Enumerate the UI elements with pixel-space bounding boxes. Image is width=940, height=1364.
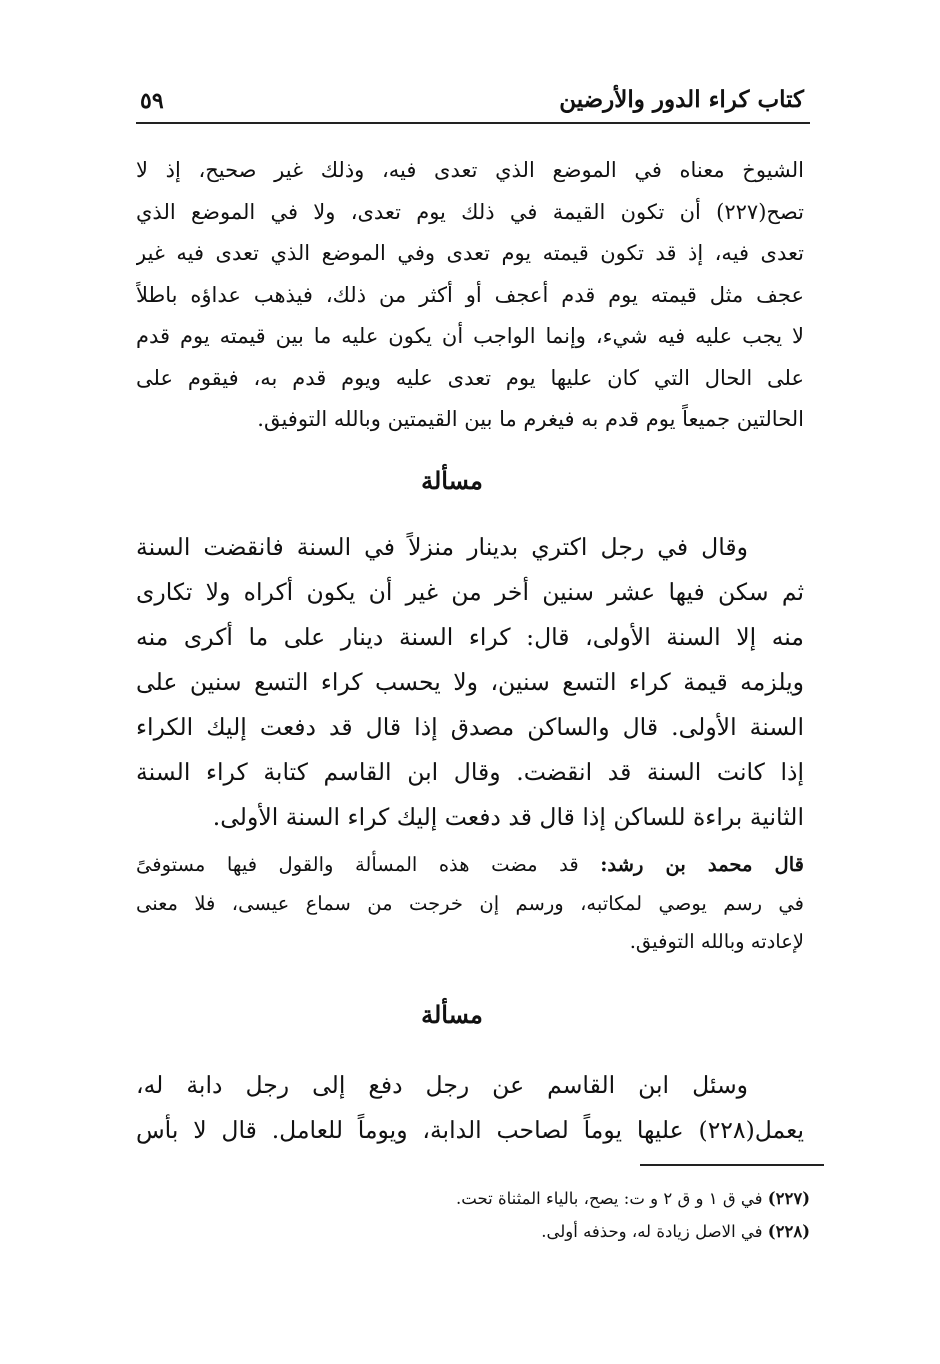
text-line: ويلزمه قيمة كراء التسع سنين، ولا يحسب كراء التسع سنين على (136, 668, 804, 696)
page-number: ٥٩ (140, 88, 164, 114)
footnote-number: (٢٢٨) (767, 1222, 810, 1241)
footnote (300, 1215, 810, 1248)
text-line: ثم سكن فيها عشر سنين أخر من غير أن يكون أكراه ولا تكارى (136, 578, 804, 606)
text-line: يعمل(٢٢٨) عليها يوماً لصاحب الدابة، ويوماً للعامل. قال لا بأس (136, 1116, 804, 1144)
text-line: تعدى فيه، إذ قد تكون قيمته يوم تعدى وفي الموضع الذي تعدى فيه غير (136, 241, 804, 265)
section-heading: مسألة (421, 1000, 483, 1029)
text-line: على الحال التي كان عليها يوم تعدى عليه ويوم قدم به، فيقوم على (136, 365, 804, 390)
text-line: لا يجب عليه فيه شيء، وإنما الواجب أن يكون عليه ما بين قيمته يوم قدم (136, 324, 804, 348)
text-line: إذا كانت السنة قد انقضت. وقال ابن القاسم كتابة كراء السنة (136, 758, 804, 786)
footnote-text: في الاصل زيادة له، وحذفه أولى. (541, 1222, 768, 1241)
page-header (140, 86, 804, 120)
footnote-text: في ق ١ و ق ٢ و ت: يصح، بالياء المثناة تحت. (456, 1189, 768, 1208)
text-line: الشيوخ معناه في الموضع الذي تعدى فيه، وذلك غير صحيح، إذ لا (136, 158, 804, 182)
running-title: كتاب كراء الدور والأرضين (559, 86, 804, 113)
section-heading: مسألة (421, 466, 483, 495)
commentator-name: قال محمد بن رشد: (600, 853, 804, 876)
footnote-rule (640, 1164, 824, 1166)
text-line: تصح(٢٢٧) أن تكون القيمة في ذلك يوم تعدى، ولا في الموضع الذي (136, 199, 804, 224)
commentary-paragraph (136, 846, 804, 962)
text-line: الحالتين جميعاً يوم قدم به فيغرم ما بين القيمتين وبالله التوفيق. (257, 407, 804, 431)
commentary-text: قد مضت هذه المسألة والقول فيها مستوفىً (136, 853, 601, 876)
text-line: عجف مثل قيمته يوم قدم أعجف أو أكثر من ذلك، فيذهب عداؤه باطلاً (136, 282, 804, 307)
paragraph-continuation (136, 150, 804, 441)
footnotes (300, 1182, 810, 1248)
text-line: لإعادته وبالله التوفيق. (629, 930, 804, 953)
paragraph-issue (136, 1063, 804, 1153)
text-line: السنة الأولى. قال والساكن مصدق إذا قال قد دفعت إليك الكراء (136, 713, 804, 741)
text-line: الثانية براءة للساكن إذا قال قد دفعت إليك كراء السنة الأولى. (212, 803, 804, 831)
footnote (300, 1182, 810, 1215)
text-line: وسئل ابن القاسم عن رجل دفع إلى رجل دابة له، (136, 1071, 748, 1099)
paragraph-issue (136, 525, 804, 840)
text-line: في رسم يوصي لمكاتبه، ورسم إن خرجت من سماع عيسى، فلا معنى (136, 891, 804, 915)
text-line: منه إلا السنة الأولى، قال: كراء السنة دينار على ما أكرى منه (136, 623, 804, 651)
footnote-number: (٢٢٧) (767, 1189, 810, 1208)
text-line (136, 846, 804, 885)
text-line: وقال في رجل اكتري بدينار منزلاً في السنة فانقضت السنة (136, 533, 748, 561)
header-rule (136, 122, 810, 124)
